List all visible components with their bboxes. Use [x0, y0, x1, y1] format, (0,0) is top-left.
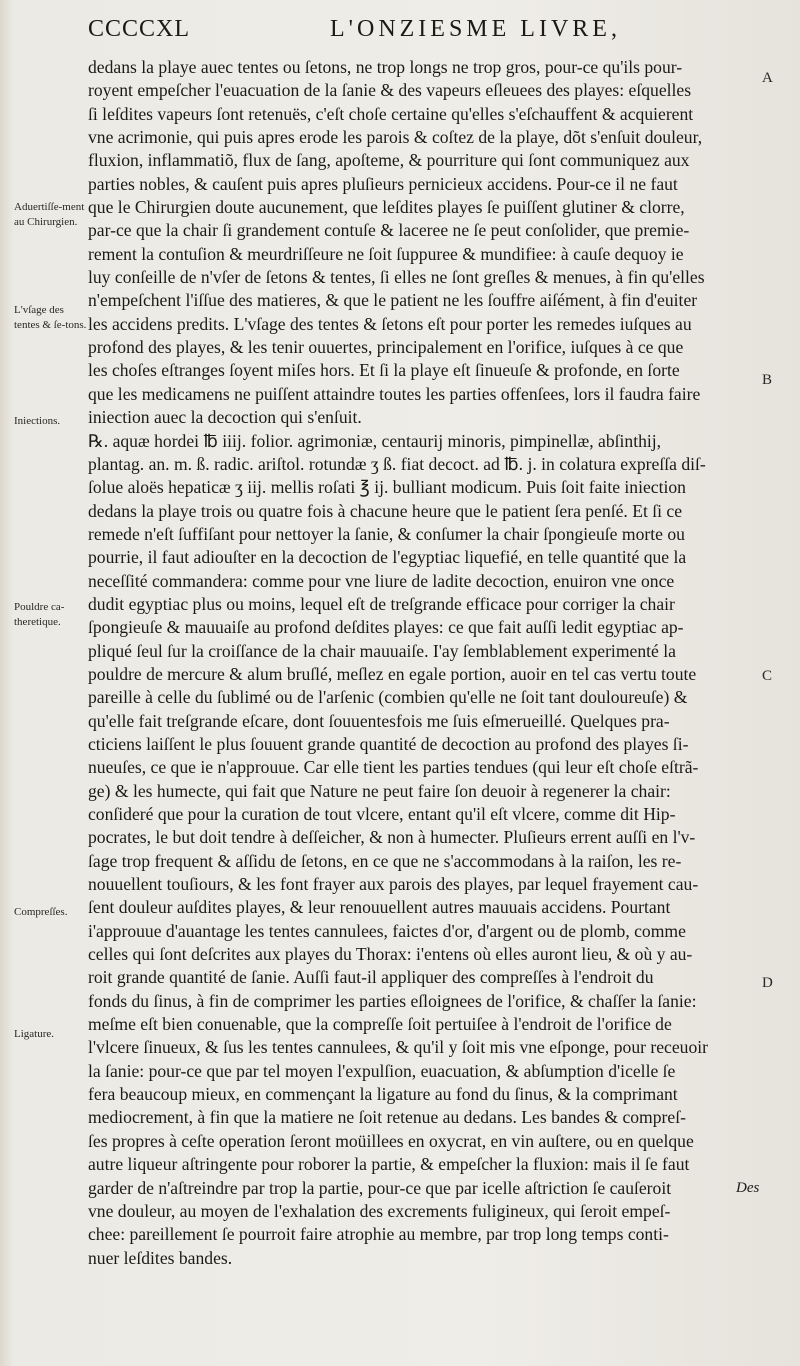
- catchword: Des: [736, 1180, 760, 1196]
- text-line: pourrie, il faut adiouſter en la decoction de l'egyptiac liquefié, en telle quantité que la: [88, 547, 687, 568]
- margin-note-ligature: Ligature.: [14, 1028, 55, 1040]
- text-line: nouuellent touſiours, & les font frayer aux parois des playes, par lequel frayement cau-: [88, 874, 699, 895]
- text-line: parties nobles, & cauſent puis apres pluſieurs pernicieux accidens. Pour-ce il ne faut: [88, 173, 678, 194]
- text-line: pouldre de mercure & alum bruſlé, meſlez en egale portion, auoir en tel cas vertu toute: [88, 663, 697, 684]
- text-line: conſideré que pour la curation de tout vlcere, entant qu'il eſt vlcere, comme dit Hip-: [88, 804, 676, 824]
- section-letter-c: C: [762, 668, 773, 684]
- text-line: ſpongieuſe & mauuaiſe au profond deſdites playes: ce que fait auſſi ledit egyptiac ap-: [88, 617, 684, 638]
- text-line: roit grande quantité de ſanie. Auſſi faut-il appliquer des compreſſes à l'endroit du: [88, 967, 654, 988]
- text-line: qu'elle fait treſgrande eſcare, dont ſouuentesfois me ſuis eſmerueillé. Quelques pra-: [88, 710, 670, 731]
- section-letter-a: A: [762, 70, 773, 86]
- running-head: L'ONZIESME LIVRE,: [330, 16, 621, 42]
- text-line: i'approuue d'auantage les tentes cannulees, faictes d'or, d'argent ou de plomb, comme: [88, 920, 686, 941]
- text-line: n'empeſchent l'iſſue des matieres, & que le patient ne les ſouffre aiſément, à fin d'euiter: [88, 290, 698, 311]
- section-letter-d: D: [762, 975, 773, 991]
- text-line: les choſes eſtranges ſoyent miſes hors. Et ſi la playe eſt ſinueuſe & profonde, en ſorte: [88, 360, 680, 381]
- text-line: dedans la playe auec tentes ou ſetons, ne trop longs ne trop gros, pour-ce qu'ils pour-: [88, 57, 683, 77]
- margin-note-aduertissement: Aduertiſſe-ment au Chirurgien.: [14, 201, 85, 228]
- text-line: meſme eſt bien conuenable, que la compreſſe ſoit pertuiſee à l'endroit de l'orifice de: [88, 1014, 672, 1035]
- margin-note-usage-tentes: L'vſage des tentes & ſe-tons.: [14, 304, 87, 331]
- text-line: fonds du ſinus, à fin de comprimer les parties eſloignees de l'orifice, & chaſſer la ſanie:: [88, 990, 697, 1011]
- margin-note-iniections: Iniections.: [14, 415, 61, 427]
- text-line: ſolue aloës hepaticæ ʒ iij. mellis roſati ℥ ij. bulliant modicum. Puis ſoit faite iniection: [88, 477, 686, 498]
- main-text-block: [88, 56, 758, 1270]
- text-line: nuer leſdites bandes.: [88, 1247, 233, 1268]
- text-line: chee: pareillement ſe pourroit faire atrophie au membre, par trop long temps conti-: [88, 1224, 669, 1245]
- text-line: pliqué ſeul ſur la croiſſance de la chair mauuaiſe. I'ay ſemblablement experimenté la: [88, 640, 676, 661]
- text-line: ſi leſdites vapeurs ſont retenuës, c'eſt choſe certaine qu'elles s'eſchauffent & acquierent: [88, 103, 694, 124]
- text-line: ge) & les humecte, qui fait que Nature ne peut faire ſon deuoir à regenerer la chair:: [88, 780, 671, 801]
- text-line: ſent douleur auſdites playes, & leur renouuellent autres mauuais accidens. Pourtant: [88, 897, 671, 918]
- text-line: ſes propres à ceſte operation ſeront moüillees en oxycrat, en vin auſtere, ou en quelque: [88, 1130, 694, 1151]
- text-line: celles qui ſont deſcrites aux playes du Thorax: i'entens où elles auront lieu, & où y au-: [88, 944, 693, 965]
- text-line: cticiens laiſſent le plus ſouuent grande quantité de decoction au profond des playes ſi-: [88, 733, 689, 754]
- text-line: plantag. an. m. ß. radic. ariſtol. rotundæ ʒ ß. fiat decoct. ad ℔. j. in colatura expreſſa diſ-: [88, 453, 706, 474]
- text-line: neceſſité commandera: comme pour vne liure de ladite decoction, enuiron vne once: [88, 570, 675, 591]
- text-line: pocrates, le but doit tendre à deſſeicher, & non à humecter. Pluſieurs errent auſſi en l'v-: [88, 827, 696, 848]
- margin-note-compresses: Compreſſes.: [14, 906, 68, 918]
- text-line: mediocrement, à fin que la matiere ne ſoit retenue au dedans. Les bandes & compreſ-: [88, 1107, 686, 1128]
- text-line: les accidens predits. L'vſage des tentes & ſetons eſt pour porter les remedes iuſques au: [88, 313, 692, 334]
- text-line: l'vlcere ſinueux, & ſus les tentes cannulees, & qu'il y ſoit mis vne eſponge, pour receuoir: [88, 1037, 709, 1058]
- text-line: vne douleur, au moyen de l'exhalation des excrements fuligineux, qui ſeroit empeſ-: [88, 1200, 671, 1221]
- margin-note-pouldre: Pouldre ca-theretique.: [14, 601, 65, 628]
- text-line: vne acrimonie, qui puis apres erode les parois & coſtez de la playe, dõt s'enſuit douleur,: [88, 127, 703, 148]
- text-line: dedans la playe trois ou quatre fois à chacune heure que le patient ſera penſé. Et ſi ce: [88, 500, 683, 521]
- text-line: ſage trop frequent & aſſidu de ſetons, en ce que ne s'accommodans à la raiſon, les re-: [88, 850, 682, 871]
- text-line: la ſanie: pour-ce que par tel moyen l'expulſion, euacuation, & abſumption d'icelle ſe: [88, 1060, 676, 1081]
- text-line: fluxion, inflammatiõ, flux de ſang, apoſteme, & pourriture qui ſont communiquez aux: [88, 150, 690, 171]
- page-header: [0, 6, 800, 46]
- text-line: iniection auec la decoction qui s'enſuit.: [88, 407, 362, 428]
- text-line: par-ce que la chair ſi grandement contuſe & laceree ne ſe peut conſolider, que premie-: [88, 220, 690, 241]
- text-line: que le Chirurgien doute aucunement, que leſdites playes ſe puiſſent glutiner & clorre,: [88, 197, 685, 218]
- section-letter-b: B: [762, 372, 773, 388]
- folio-number: CCCCXL: [88, 16, 191, 42]
- text-line: ℞. aquæ hordei ℔ iiij. folior. agrimoniæ, centaurij minoris, pimpinellæ, abſinthij,: [88, 430, 662, 451]
- text-line: fera beaucoup mieux, en commençant la ligature au fond du ſinus, & la comprimant: [88, 1084, 678, 1105]
- text-line: remede n'eſt ſuffiſant pour nettoyer la ſanie, & conſumer la chair ſpongieuſe morte ou: [88, 523, 685, 544]
- text-line: autre liqueur aſtringente pour roborer la partie, & empeſcher la fluxion: mais il ſe faut: [88, 1154, 690, 1175]
- text-line: nueuſes, ce que ie n'approuue. Car elle tient les parties tendues (qui leur eſt choſe eſtrã-: [88, 757, 699, 778]
- text-line: garder de n'aſtreindre par trop la partie, pour-ce que par icelle aſtriction ſe cauſeroit: [88, 1177, 672, 1198]
- text-line: que les medicamens ne puiſſent attaindre toutes les parties offenſees, lors il faudra faire: [88, 383, 701, 404]
- text-line: dudit egyptiac plus ou moins, lequel eſt de treſgrande efficace pour corriger la chair: [88, 593, 675, 614]
- text-line: royent empeſcher l'euacuation de la ſanie & des vapeurs eſleuees des playes: eſquelles: [88, 80, 692, 101]
- text-line: luy conſeille de n'vſer de ſetons & tentes, ſi elles ne ſont greſles & menues, à fin qu'elles: [88, 267, 705, 288]
- text-line: profond des playes, & les tenir ouuertes, principalement en l'orifice, iuſques à ce que: [88, 337, 684, 358]
- text-line: rement la contuſion & meurdriſſeure ne ſoit ſuppuree & mundifiee: à cauſe dequoy ie: [88, 243, 684, 264]
- text-line: pareille à celle du ſublimé ou de l'arſenic (combien qu'elle ne ſoit tant douloureuſe) &: [88, 687, 688, 708]
